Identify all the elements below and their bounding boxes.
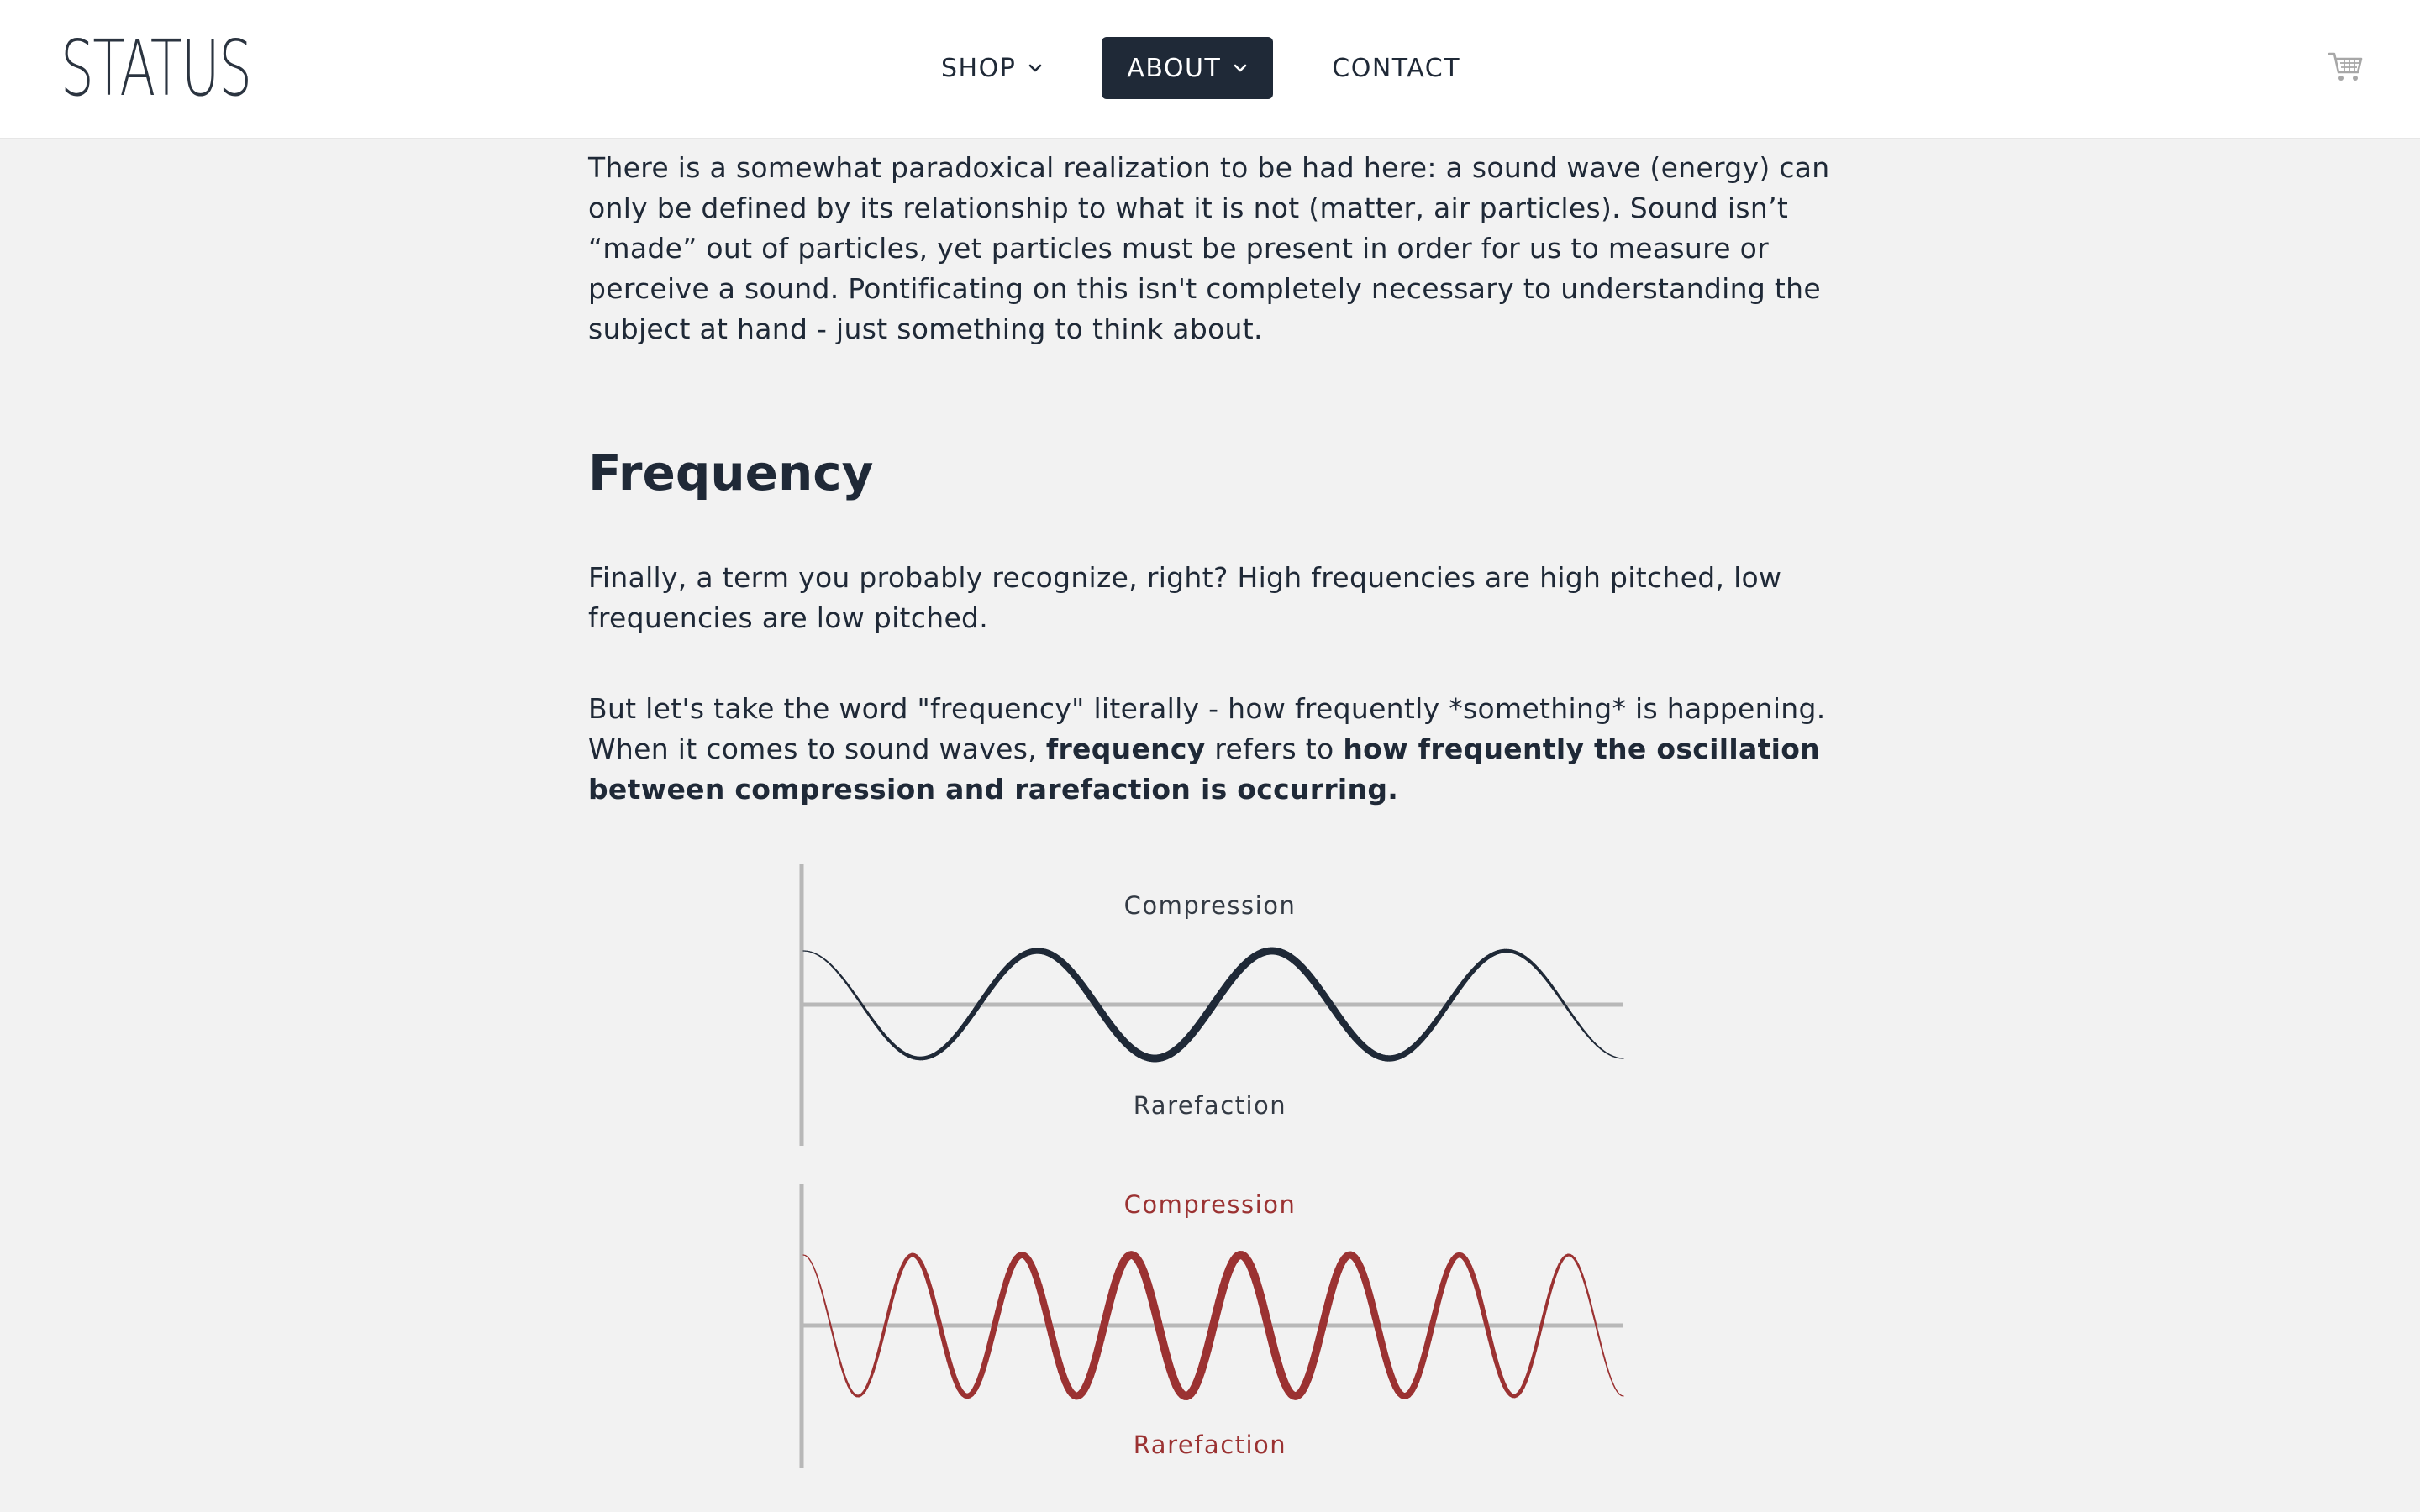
wave-segment — [816, 1272, 818, 1278]
chevron-down-icon — [1028, 60, 1043, 76]
wave-segment — [1622, 1395, 1623, 1396]
bold-definition: how frequently the oscillation between compression and rarefaction is occurring. — [588, 732, 1821, 806]
wave-segment — [826, 1306, 828, 1315]
wave-segment — [822, 1291, 823, 1299]
nav-shop[interactable] — [916, 37, 1068, 99]
wave-segment — [1591, 1304, 1592, 1312]
wave-segment — [1592, 1312, 1594, 1320]
nav-shop-label: SHOP — [941, 53, 1017, 83]
section-heading-frequency: Frequency — [588, 444, 874, 501]
intro-paragraph: There is a somewhat paradoxical realization to be had here: a sound wave (energy) can only be defined by its relationship to what it is not (matter, air particles). Sound isn’t “made” out of particles, yet particles must be present in order for us to measure or perceive a sound. Pontificating on this isn't completely necessary to understanding the subject at hand - just something to think about. — [588, 151, 1830, 345]
main-nav — [916, 37, 1486, 99]
bold-term-frequency: frequency — [1045, 732, 1206, 765]
cart-icon[interactable] — [2328, 50, 2365, 84]
wave-segment — [1611, 1379, 1612, 1384]
wave-segment — [1585, 1282, 1586, 1289]
nav-about-label: ABOUT — [1127, 53, 1222, 83]
site-logo[interactable]: STATUS — [60, 24, 251, 113]
nav-contact-label: CONTACT — [1332, 53, 1461, 83]
high-frequency-wave-diagram — [790, 1181, 1630, 1472]
frequency-paragraph-1: Finally, a term you probably recognize, right? High frequencies are high pitched, low frequencies are low pitched. — [588, 561, 1782, 634]
frequency-paragraph-2 — [588, 689, 1832, 810]
wave-segment — [1599, 1336, 1601, 1345]
wave-segment — [1597, 1328, 1598, 1336]
wave-segment — [1601, 1345, 1602, 1352]
compression-label: Compression — [1123, 891, 1297, 920]
paragraph-text: But let's take the word "frequency" literally - how frequently *something* is happening. When it comes to sound waves, — [588, 692, 1826, 765]
nav-about[interactable] — [1102, 37, 1273, 99]
wave-segment — [1605, 1360, 1607, 1367]
low-frequency-wave-diagram — [790, 860, 1630, 1146]
wave-segment — [1615, 1389, 1617, 1392]
wave-segment — [838, 1355, 839, 1362]
wave-segment — [820, 1284, 822, 1291]
rarefaction-label: Rarefaction — [1133, 1431, 1287, 1459]
wave-segment — [836, 1347, 838, 1355]
rarefaction-label: Rarefaction — [1133, 1091, 1287, 1120]
wave-segment — [823, 1299, 825, 1306]
compression-label: Compression — [1123, 1190, 1297, 1219]
wave-segment — [1613, 1384, 1615, 1389]
wave-segment — [818, 1278, 819, 1284]
wave-segment — [834, 1339, 836, 1347]
wave-segment — [832, 1331, 834, 1340]
nav-contact[interactable] — [1307, 37, 1486, 99]
wave-segment — [1603, 1352, 1605, 1360]
site-header — [0, 0, 2420, 139]
wave-segment — [840, 1362, 842, 1369]
wave-segment — [813, 1267, 815, 1272]
wave-segment — [828, 1315, 829, 1323]
high-frequency-wave-graphic — [790, 1181, 1630, 1472]
paragraph-text: refers to — [1205, 732, 1344, 765]
wave-segment — [1586, 1289, 1588, 1296]
wave-segment — [1607, 1367, 1608, 1373]
wave-segment — [812, 1263, 813, 1267]
wave-segment — [1589, 1296, 1591, 1304]
wave-segment — [1609, 1373, 1611, 1379]
chevron-down-icon — [1233, 60, 1248, 76]
